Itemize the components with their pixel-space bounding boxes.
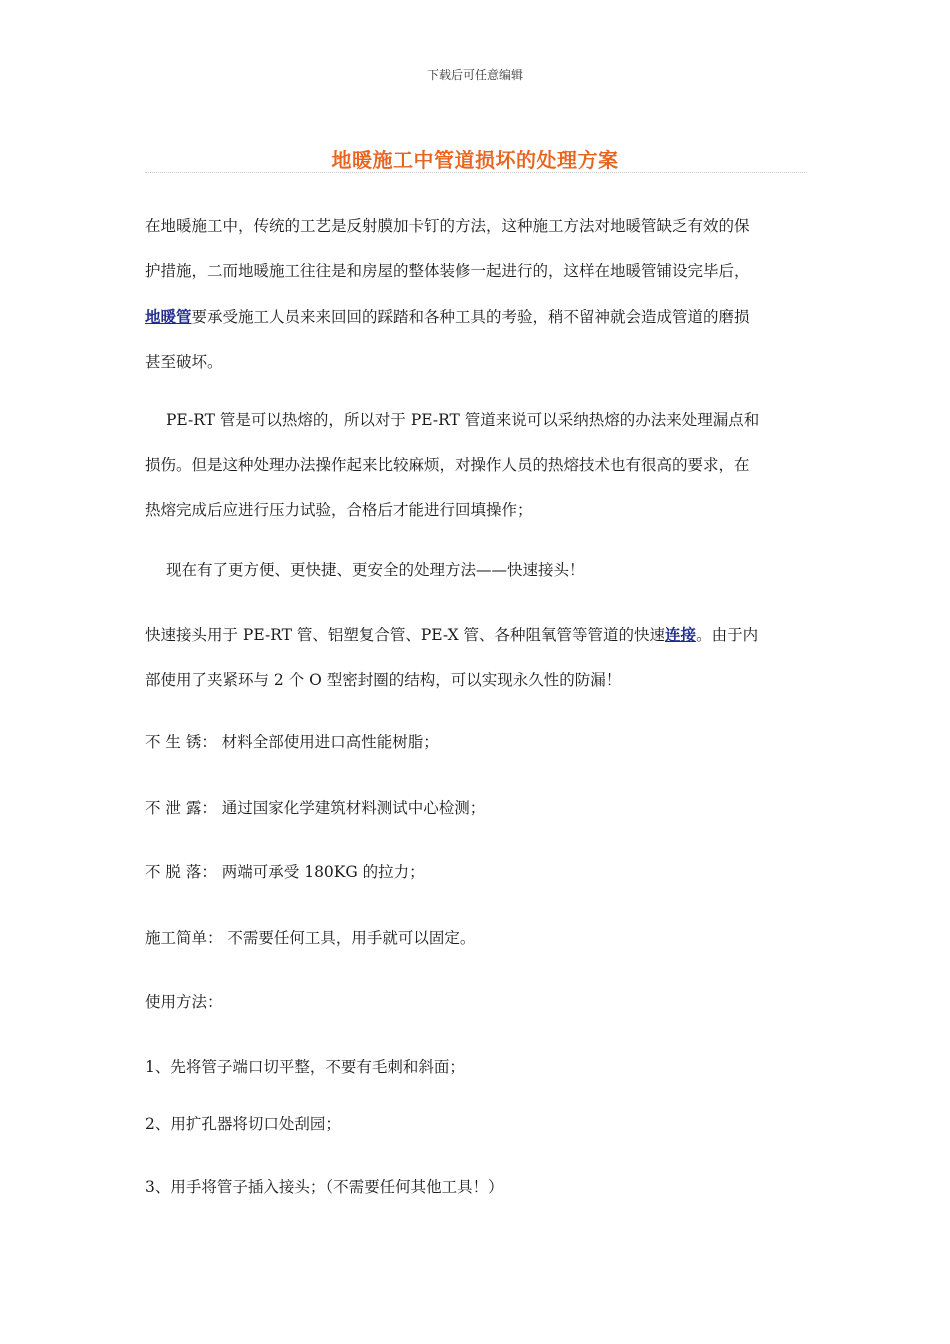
paragraph-quick-connector <box>145 612 807 703</box>
page-header-note: 下载后可任意编辑 <box>426 68 523 82</box>
text-line: 甚至破坏。 <box>145 353 223 371</box>
document-title: 地暖施工中管道损坏的处理方案 <box>331 148 619 172</box>
text-line: 护措施，二而地暖施工往往是和房屋的整体装修一起进行的，这样在地暖管铺设完毕后， <box>145 262 750 280</box>
text-line: 在地暖施工中，传统的工艺是反射膜加卡钉的方法，这种施工方法对地暖管缺乏有效的保 <box>145 217 750 235</box>
text-line: 损伤。但是这种处理办法操作起来比较麻烦，对操作人员的热熔技术也有很高的要求，在 <box>145 456 750 474</box>
text-line: 现在有了更方便、更快捷、更安全的处理方法——快速接头！ <box>166 561 585 579</box>
text-segment: 。由于内 <box>696 626 759 644</box>
feature-item: 施工简单： 不需要任何工具，用手就可以固定。 <box>145 929 476 947</box>
text-segment: 要承受施工人员来来回回的踩踏和各种工具的考验，稍不留神就会造成管道的磨损 <box>191 308 750 326</box>
paragraph-intro <box>145 204 807 385</box>
text-line: 部使用了夹紧环与 2 个 O 型密封圈的结构，可以实现永久性的防漏！ <box>145 671 622 689</box>
usage-heading: 使用方法： <box>145 993 223 1011</box>
text-line: 热熔完成后应进行压力试验，合格后才能进行回填操作； <box>145 501 533 519</box>
feature-item: 不 生 锈： 材料全部使用进口高性能树脂； <box>145 733 439 751</box>
title-divider <box>145 172 807 173</box>
step-item: 2、用扩孔器将切口处刮园； <box>145 1115 341 1133</box>
step-item: 1、先将管子端口切平整，不要有毛刺和斜面； <box>145 1058 465 1076</box>
feature-item: 不 泄 露： 通过国家化学建筑材料测试中心检测； <box>145 799 486 817</box>
link-connection[interactable]: 连接 <box>665 625 697 644</box>
text-segment: 快速接头用于 PE-RT 管、铝塑复合管、PE-X 管、各种阻氧管等管道的快速 <box>145 626 666 644</box>
paragraph-quick-method <box>145 548 807 593</box>
paragraph-pert <box>145 398 807 533</box>
link-floor-heating-pipe[interactable]: 地暖管 <box>145 307 192 326</box>
text-line <box>145 294 807 340</box>
step-item: 3、用手将管子插入接头；（不需要任何其他工具！） <box>145 1178 504 1196</box>
feature-item: 不 脱 落： 两端可承受 180KG 的拉力； <box>145 863 425 881</box>
text-line <box>145 612 807 658</box>
text-line: PE-RT 管是可以热熔的，所以对于 PE-RT 管道来说可以采纳热熔的办法来处理漏点和 <box>166 411 760 429</box>
